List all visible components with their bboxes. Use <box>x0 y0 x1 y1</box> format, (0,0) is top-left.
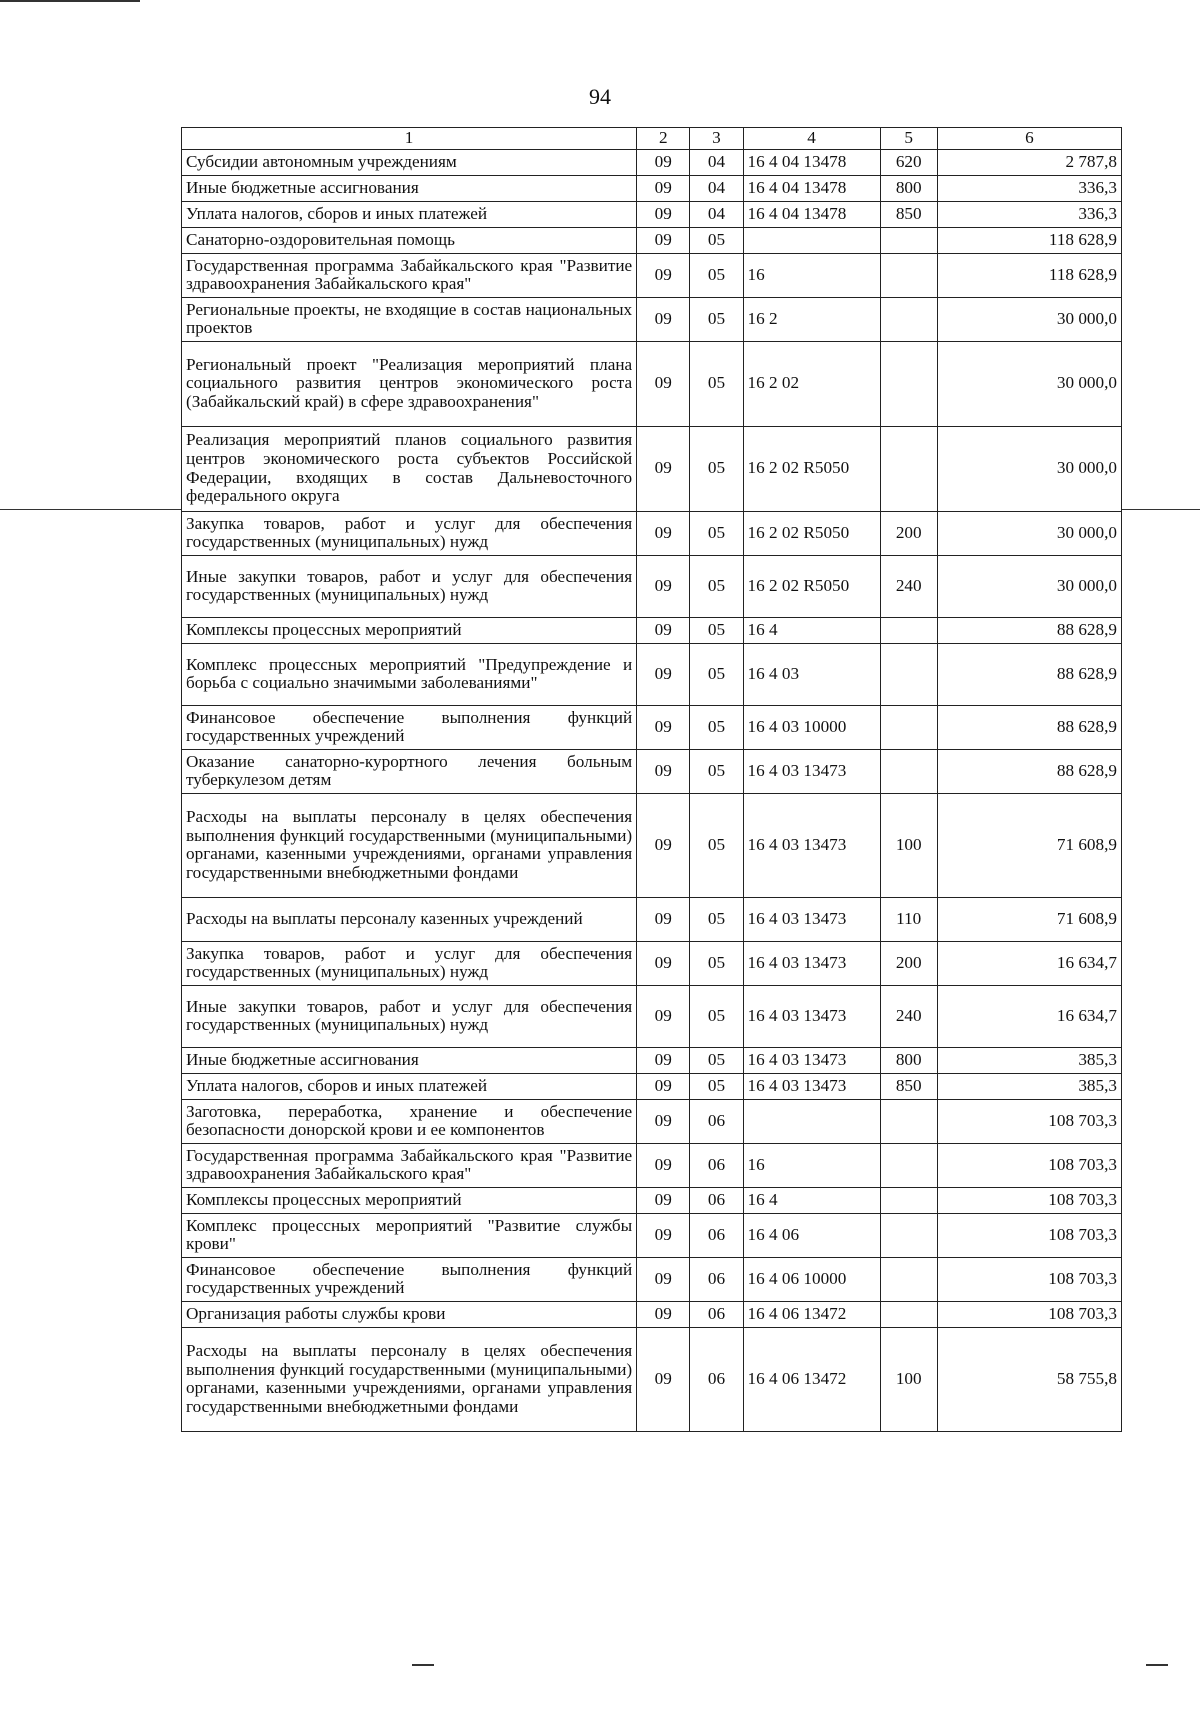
expense-type-code-cell: 800 <box>880 175 937 201</box>
section-code-cell: 09 <box>637 749 690 793</box>
table-row <box>182 1073 1122 1099</box>
table-row <box>182 1327 1122 1431</box>
table-row <box>182 297 1122 341</box>
table-row <box>182 175 1122 201</box>
section-code-cell: 09 <box>637 555 690 617</box>
amount-cell: 385,3 <box>937 1073 1121 1099</box>
section-code-cell: 09 <box>637 1301 690 1327</box>
target-item-code-cell: 16 <box>743 1143 880 1187</box>
expense-type-code-cell <box>880 1099 937 1143</box>
subsection-code-cell: 05 <box>690 341 743 426</box>
section-code-cell: 09 <box>637 1073 690 1099</box>
expense-name-cell: Расходы на выплаты персоналу в целях обеспечения выполнения функций государственными (муниципальными) органами, казенными учреждениями, органами управления государственными внебюджетными фондами <box>182 1327 637 1431</box>
target-item-code-cell: 16 4 03 13473 <box>743 941 880 985</box>
amount-cell: 118 628,9 <box>937 253 1121 297</box>
expense-type-code-cell <box>880 297 937 341</box>
amount-cell: 88 628,9 <box>937 643 1121 705</box>
amount-cell: 108 703,3 <box>937 1099 1121 1143</box>
subsection-code-cell: 05 <box>690 749 743 793</box>
budget-table <box>181 127 1122 1432</box>
table-row <box>182 705 1122 749</box>
expense-name-cell: Иные бюджетные ассигнования <box>182 1047 637 1073</box>
expense-type-code-cell <box>880 1143 937 1187</box>
column-header: 2 <box>637 128 690 150</box>
subsection-code-cell: 05 <box>690 1047 743 1073</box>
expense-type-code-cell: 850 <box>880 1073 937 1099</box>
table-row <box>182 1047 1122 1073</box>
subsection-code-cell: 06 <box>690 1143 743 1187</box>
table-row <box>182 793 1122 897</box>
expense-name-cell: Комплекс процессных мероприятий "Предупреждение и борьба с социально значимыми заболеваниями" <box>182 643 637 705</box>
section-code-cell: 09 <box>637 1099 690 1143</box>
expense-type-code-cell: 800 <box>880 1047 937 1073</box>
target-item-code-cell: 16 4 03 13473 <box>743 1047 880 1073</box>
subsection-code-cell: 05 <box>690 705 743 749</box>
subsection-code-cell: 05 <box>690 643 743 705</box>
amount-cell: 30 000,0 <box>937 426 1121 511</box>
expense-type-code-cell <box>880 227 937 253</box>
target-item-code-cell: 16 4 04 13478 <box>743 175 880 201</box>
table-row <box>182 617 1122 643</box>
subsection-code-cell: 05 <box>690 617 743 643</box>
section-code-cell: 09 <box>637 1047 690 1073</box>
section-code-cell: 09 <box>637 985 690 1047</box>
scan-strike-line-left <box>0 509 181 510</box>
section-code-cell: 09 <box>637 201 690 227</box>
section-code-cell: 09 <box>637 1257 690 1301</box>
target-item-code-cell: 16 2 02 R5050 <box>743 511 880 555</box>
expense-name-cell: Иные бюджетные ассигнования <box>182 175 637 201</box>
section-code-cell: 09 <box>637 1213 690 1257</box>
expense-type-code-cell <box>880 1187 937 1213</box>
subsection-code-cell: 05 <box>690 555 743 617</box>
amount-cell: 108 703,3 <box>937 1143 1121 1187</box>
section-code-cell: 09 <box>637 149 690 175</box>
expense-name-cell: Финансовое обеспечение выполнения функций государственных учреждений <box>182 1257 637 1301</box>
amount-cell: 71 608,9 <box>937 897 1121 941</box>
page-number: 94 <box>589 84 611 109</box>
column-header: 4 <box>743 128 880 150</box>
target-item-code-cell: 16 4 06 10000 <box>743 1257 880 1301</box>
expense-type-code-cell <box>880 1257 937 1301</box>
table-header-row <box>182 128 1122 150</box>
expense-name-cell: Иные закупки товаров, работ и услуг для обеспечения государственных (муниципальных) нужд <box>182 555 637 617</box>
table-row <box>182 897 1122 941</box>
table-row <box>182 227 1122 253</box>
table-row <box>182 149 1122 175</box>
section-code-cell: 09 <box>637 253 690 297</box>
expense-name-cell: Комплексы процессных мероприятий <box>182 1187 637 1213</box>
scan-edge-mark <box>0 0 140 2</box>
expense-name-cell: Уплата налогов, сборов и иных платежей <box>182 1073 637 1099</box>
section-code-cell: 09 <box>637 941 690 985</box>
amount-cell: 88 628,9 <box>937 617 1121 643</box>
subsection-code-cell: 05 <box>690 511 743 555</box>
expense-name-cell: Закупка товаров, работ и услуг для обеспечения государственных (муниципальных) нужд <box>182 511 637 555</box>
expense-name-cell: Государственная программа Забайкальского края "Развитие здравоохранения Забайкальского края" <box>182 253 637 297</box>
amount-cell: 385,3 <box>937 1047 1121 1073</box>
expense-name-cell: Уплата налогов, сборов и иных платежей <box>182 201 637 227</box>
amount-cell: 108 703,3 <box>937 1257 1121 1301</box>
expense-name-cell: Организация работы службы крови <box>182 1301 637 1327</box>
amount-cell: 336,3 <box>937 201 1121 227</box>
expense-name-cell: Заготовка, переработка, хранение и обеспечение безопасности донорской крови и ее компонентов <box>182 1099 637 1143</box>
subsection-code-cell: 04 <box>690 149 743 175</box>
table-row <box>182 1213 1122 1257</box>
column-header: 1 <box>182 128 637 150</box>
expense-name-cell: Региональные проекты, не входящие в состав национальных проектов <box>182 297 637 341</box>
table-row <box>182 941 1122 985</box>
subsection-code-cell: 04 <box>690 201 743 227</box>
subsection-code-cell: 05 <box>690 985 743 1047</box>
section-code-cell: 09 <box>637 175 690 201</box>
target-item-code-cell: 16 4 03 13473 <box>743 749 880 793</box>
subsection-code-cell: 06 <box>690 1213 743 1257</box>
table-row <box>182 749 1122 793</box>
expense-type-code-cell: 240 <box>880 555 937 617</box>
expense-name-cell: Государственная программа Забайкальского края "Развитие здравоохранения Забайкальского края" <box>182 1143 637 1187</box>
expense-type-code-cell: 110 <box>880 897 937 941</box>
table-row <box>182 201 1122 227</box>
section-code-cell: 09 <box>637 341 690 426</box>
section-code-cell: 09 <box>637 1187 690 1213</box>
amount-cell: 30 000,0 <box>937 511 1121 555</box>
target-item-code-cell: 16 4 03 13473 <box>743 897 880 941</box>
expense-type-code-cell: 100 <box>880 1327 937 1431</box>
amount-cell: 88 628,9 <box>937 749 1121 793</box>
expense-type-code-cell <box>880 1213 937 1257</box>
column-header: 3 <box>690 128 743 150</box>
amount-cell: 88 628,9 <box>937 705 1121 749</box>
target-item-code-cell: 16 2 <box>743 297 880 341</box>
column-header: 5 <box>880 128 937 150</box>
expense-type-code-cell: 620 <box>880 149 937 175</box>
section-code-cell: 09 <box>637 511 690 555</box>
section-code-cell: 09 <box>637 426 690 511</box>
expense-type-code-cell <box>880 426 937 511</box>
amount-cell: 118 628,9 <box>937 227 1121 253</box>
amount-cell: 30 000,0 <box>937 341 1121 426</box>
subsection-code-cell: 05 <box>690 297 743 341</box>
amount-cell: 336,3 <box>937 175 1121 201</box>
subsection-code-cell: 05 <box>690 426 743 511</box>
table-row <box>182 555 1122 617</box>
expense-name-cell: Комплексы процессных мероприятий <box>182 617 637 643</box>
expense-name-cell: Финансовое обеспечение выполнения функций государственных учреждений <box>182 705 637 749</box>
scan-strike-line-right <box>1122 509 1200 510</box>
table-row <box>182 341 1122 426</box>
subsection-code-cell: 05 <box>690 253 743 297</box>
subsection-code-cell: 05 <box>690 941 743 985</box>
table-row <box>182 985 1122 1047</box>
table-row <box>182 511 1122 555</box>
target-item-code-cell: 16 4 06 13472 <box>743 1327 880 1431</box>
target-item-code-cell: 16 2 02 R5050 <box>743 555 880 617</box>
expense-type-code-cell <box>880 253 937 297</box>
amount-cell: 2 787,8 <box>937 149 1121 175</box>
table-row <box>182 643 1122 705</box>
target-item-code-cell: 16 4 03 13473 <box>743 793 880 897</box>
expense-name-cell: Закупка товаров, работ и услуг для обеспечения государственных (муниципальных) нужд <box>182 941 637 985</box>
table-row <box>182 253 1122 297</box>
target-item-code-cell: 16 4 06 13472 <box>743 1301 880 1327</box>
target-item-code-cell: 16 4 04 13478 <box>743 149 880 175</box>
expense-type-code-cell <box>880 705 937 749</box>
amount-cell: 58 755,8 <box>937 1327 1121 1431</box>
subsection-code-cell: 05 <box>690 1073 743 1099</box>
target-item-code-cell: 16 <box>743 253 880 297</box>
section-code-cell: 09 <box>637 897 690 941</box>
expense-name-cell: Расходы на выплаты персоналу в целях обеспечения выполнения функций государственными (муниципальными) органами, казенными учреждениями, органами управления государственными внебюджетными фондами <box>182 793 637 897</box>
expense-type-code-cell: 100 <box>880 793 937 897</box>
table-row <box>182 1257 1122 1301</box>
target-item-code-cell: 16 4 04 13478 <box>743 201 880 227</box>
subsection-code-cell: 06 <box>690 1257 743 1301</box>
subsection-code-cell: 05 <box>690 227 743 253</box>
section-code-cell: 09 <box>637 297 690 341</box>
expense-type-code-cell: 200 <box>880 511 937 555</box>
target-item-code-cell: 16 4 <box>743 1187 880 1213</box>
subsection-code-cell: 05 <box>690 897 743 941</box>
expense-name-cell: Реализация мероприятий планов социального развития центров экономического роста субъектов Российской Федерации, входящих в состав Дальневосточного федерального округа <box>182 426 637 511</box>
amount-cell: 30 000,0 <box>937 555 1121 617</box>
expense-type-code-cell: 200 <box>880 941 937 985</box>
subsection-code-cell: 04 <box>690 175 743 201</box>
expense-name-cell: Субсидии автономным учреждениям <box>182 149 637 175</box>
section-code-cell: 09 <box>637 793 690 897</box>
section-code-cell: 09 <box>637 1143 690 1187</box>
section-code-cell: 09 <box>637 227 690 253</box>
expense-name-cell: Санаторно-оздоровительная помощь <box>182 227 637 253</box>
scan-dash-bottom <box>412 1664 434 1666</box>
target-item-code-cell: 16 4 03 10000 <box>743 705 880 749</box>
section-code-cell: 09 <box>637 643 690 705</box>
amount-cell: 16 634,7 <box>937 941 1121 985</box>
amount-cell: 108 703,3 <box>937 1301 1121 1327</box>
expense-name-cell: Оказание санаторно-курортного лечения больным туберкулезом детям <box>182 749 637 793</box>
subsection-code-cell: 06 <box>690 1327 743 1431</box>
subsection-code-cell: 06 <box>690 1099 743 1143</box>
expense-type-code-cell: 850 <box>880 201 937 227</box>
expense-name-cell: Комплекс процессных мероприятий "Развитие службы крови" <box>182 1213 637 1257</box>
section-code-cell: 09 <box>637 1327 690 1431</box>
column-header: 6 <box>937 128 1121 150</box>
table-row <box>182 1143 1122 1187</box>
target-item-code-cell: 16 4 06 <box>743 1213 880 1257</box>
section-code-cell: 09 <box>637 705 690 749</box>
section-code-cell: 09 <box>637 617 690 643</box>
amount-cell: 16 634,7 <box>937 985 1121 1047</box>
table-row <box>182 1187 1122 1213</box>
amount-cell: 30 000,0 <box>937 297 1121 341</box>
target-item-code-cell: 16 2 02 <box>743 341 880 426</box>
target-item-code-cell: 16 4 <box>743 617 880 643</box>
subsection-code-cell: 05 <box>690 793 743 897</box>
target-item-code-cell: 16 4 03 13473 <box>743 1073 880 1099</box>
target-item-code-cell: 16 4 03 13473 <box>743 985 880 1047</box>
table-row <box>182 1099 1122 1143</box>
scan-dash-bottom-right <box>1146 1664 1168 1666</box>
expense-name-cell: Иные закупки товаров, работ и услуг для обеспечения государственных (муниципальных) нужд <box>182 985 637 1047</box>
expense-name-cell: Региональный проект "Реализация мероприятий плана социального развития центров экономического роста (Забайкальский край) в сфере здравоохранения" <box>182 341 637 426</box>
subsection-code-cell: 06 <box>690 1187 743 1213</box>
amount-cell: 108 703,3 <box>937 1213 1121 1257</box>
target-item-code-cell <box>743 1099 880 1143</box>
target-item-code-cell: 16 2 02 R5050 <box>743 426 880 511</box>
expense-type-code-cell <box>880 341 937 426</box>
expense-type-code-cell <box>880 617 937 643</box>
expense-type-code-cell <box>880 1301 937 1327</box>
expense-name-cell: Расходы на выплаты персоналу казенных учреждений <box>182 897 637 941</box>
expense-type-code-cell <box>880 749 937 793</box>
subsection-code-cell: 06 <box>690 1301 743 1327</box>
amount-cell: 71 608,9 <box>937 793 1121 897</box>
target-item-code-cell: 16 4 03 <box>743 643 880 705</box>
expense-type-code-cell <box>880 643 937 705</box>
expense-type-code-cell: 240 <box>880 985 937 1047</box>
amount-cell: 108 703,3 <box>937 1187 1121 1213</box>
table-row <box>182 1301 1122 1327</box>
target-item-code-cell <box>743 227 880 253</box>
table-row <box>182 426 1122 511</box>
